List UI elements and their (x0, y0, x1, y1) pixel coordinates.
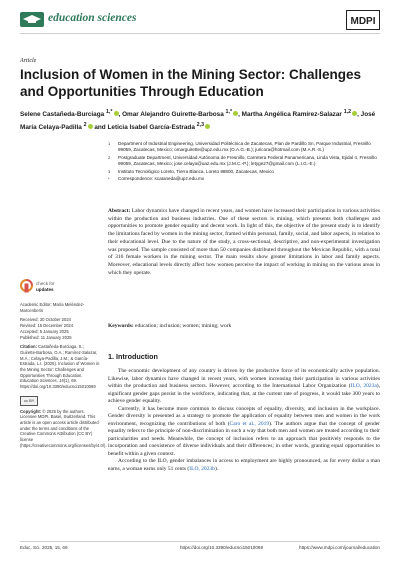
orcid-icon[interactable] (114, 111, 119, 116)
author-list: Selene Castañeda-Burciaga $^{1,*}$ , Omar Alejandro Guirette-Barbosa $^{1,*}$ , Martha Angélica Ramírez-Salazar $^{1,2}$ , José María Celaya-Padilla $^2$ and Leticia Isabel García-Estrada $^{2,3}$ (20, 109, 376, 132)
svg-text:MDPI: MDPI (350, 16, 376, 27)
abstract (108, 208, 380, 277)
abstract-text: Labor dynamics have changed in recent years, and women have increased their participation in various activities within the production and business industries. One of these sectors is mining, which presents both challenges and opportunities to promote gender equality and decent work. In light of this, the objective of the present study is to identify the limitations faced by women in the mining sector, framed within personal, family, social, and labor aspects, in relation to their educational level. Due to the nature of the study, a cross-sectional, descriptive, and non-experimental investigation was proposed. The sample consisted of more than 50 companies distributed throughout the Mexican Republic, with a total of 316 female workers in the mining sector. The main results show greater limitations in labor and family aspects. Moreover, educational levels directly affect how women perceive the impact of working in mining on the various areas in which they operate. (108, 208, 381, 276)
article-info-sidebar (20, 279, 107, 452)
paragraph: Currently, it has become more common to discuss concepts of equality, diversity, and inclusion in the workplace. Gender diversity is presented as a strategy to promote the application of equality between men and women in the work environment, recognizing the contributions of both (Caro et al., 2019). The authors argue that the concept of gender equality refers to the principle of non-discrimination in such a way that both men and women are treated according to their particularities and needs. Meanwhile, the concept of inclusion refers to an approach that positively responds to the incorporation and coexistence of diverse individuals and their differences; in other words, granting equal opportunities to benefit within a given context. (108, 405, 380, 457)
affiliation-item: 1 Department of Industrial Engineering, Universidad Politécnica de Zacatecas, Plan de Pardillo Sn, Parque Industrial, Fresnillo 99059, Zacatecas, Mexico; omarguirette@upz.edu.mx (O.A.G.-B.); juricora@hotmail.com (M.A.R.-S.) (108, 141, 371, 153)
copyright-notice: Copyright: © 2025 by the authors. Licensee MDPI, Basel, Switzerland. This article is an open access article distributed under the terms and conditions of the Creative Commons Attribution (CC BY) license (https://creativecommons.org/licenses/by/4.0/). (20, 408, 107, 448)
check-for-updates-button[interactable]: check for updates (20, 279, 100, 296)
citation-link[interactable]: ILO, 2023b (189, 465, 215, 472)
affiliation-item: 3 Instituto Tecnológico Loreto, Tierra Blanca, Loreto 98800, Zacatecas, Mexico (108, 168, 274, 174)
article-title: Inclusion of Women in the Mining Sector: Challenges and Opportunities Through Education (20, 67, 362, 99)
citation-link[interactable]: Caro et al., 2019 (229, 420, 270, 427)
paragraph: The economic development of any country is driven by the productive force of its economically active population. Likewise, labor dynamics have changed in recent years, with women increasing their participation in various activities within the production and business sectors. However, according to the International Labor Organization (ILO, 2023a), significant gender gaps persist in the workforce, indicating that, at the current rate of progress, it would take 300 years to achieve gender equality. (108, 368, 380, 404)
article-type: Article (20, 58, 37, 64)
orcid-icon[interactable] (352, 111, 357, 116)
graduation-cap-icon (20, 12, 44, 27)
orcid-icon[interactable] (88, 124, 93, 129)
introduction-body (108, 368, 380, 473)
orcid-icon[interactable] (205, 124, 210, 129)
affiliation-item: 2 Postgraduate Department, Universidad Autónoma de Fresnillo, Carretera Federal Panamericana, Linda Vista, Ejidal 4, Fresnillo 99059, Zacatecas, Mexico; jose.celaya@uaz.edu.mx (J.M.C.-P.); letyge27@gmail.com (L.I.G.-E.) (108, 154, 377, 167)
academic-editor: Academic Editor: María Meléndez-Marcenberis (20, 302, 85, 313)
author-name[interactable]: Leticia Isabel García-Estrada (107, 124, 195, 132)
section-heading-introduction: 1. Introduction (108, 352, 158, 361)
citation: Citation: Castañeda-Burciaga, S.; Guirette-Barbosa, O.A.; Ramírez-Salazar, M.A.; Celaya-Padilla, J.M.; & García-Estrada, L.I. (2025). Inclusion of Women in the Mining Sector: Challenges and Opportunities Through Education. Education Sciences, 15(1), 69. https://doi.org/10.3390/educsci15010069 (20, 344, 100, 390)
page-header (20, 10, 380, 32)
author-name[interactable]: Selene Castañeda-Burciaga (20, 111, 105, 119)
author-name[interactable]: Martha Angélica Ramírez-Salazar (241, 111, 342, 119)
journal-website-link[interactable]: https://www.mdpi.com/journal/education (299, 545, 380, 550)
cc-by-license-badge[interactable]: cc BY (20, 396, 38, 406)
author-name[interactable]: José María Celaya-Padilla (20, 111, 376, 132)
keywords-label: Keywords: (108, 323, 134, 329)
doi-link[interactable]: https://doi.org/10.3390/educsci15010069 (180, 545, 264, 550)
header-divider (20, 33, 380, 34)
keywords (108, 323, 380, 331)
footer-divider (20, 541, 380, 542)
publication-dates: Received: 30 October 2024 Revised: 15 December 2024 Accepted: 5 January 2025 Published: 11 January 2025 (20, 317, 74, 340)
journal-reference: Educ. Sci. 2025, 15, 69 (20, 545, 68, 550)
author-name[interactable]: Omar Alejandro Guirette-Barbosa (122, 111, 224, 119)
paragraph: According to the ILO, gender imbalances in access to employment are highly pronounced, as for every dollar a man earns, a woman earns only 51 cents (ILO, 2023b). (108, 458, 380, 472)
check-for-updates-icon (20, 279, 33, 294)
journal-name: education sciences (48, 12, 137, 24)
correspondence-item: * Correspondence: scataneda@upz.edu.mx (108, 176, 205, 182)
keywords-text: education; inclusion; women; mining; work (135, 323, 232, 329)
orcid-icon[interactable] (233, 111, 238, 116)
citation-link[interactable]: ILO, 2023a (350, 383, 377, 389)
affiliations (108, 141, 380, 183)
abstract-label: Abstract: (108, 208, 131, 214)
mdpi-logo (346, 10, 380, 30)
